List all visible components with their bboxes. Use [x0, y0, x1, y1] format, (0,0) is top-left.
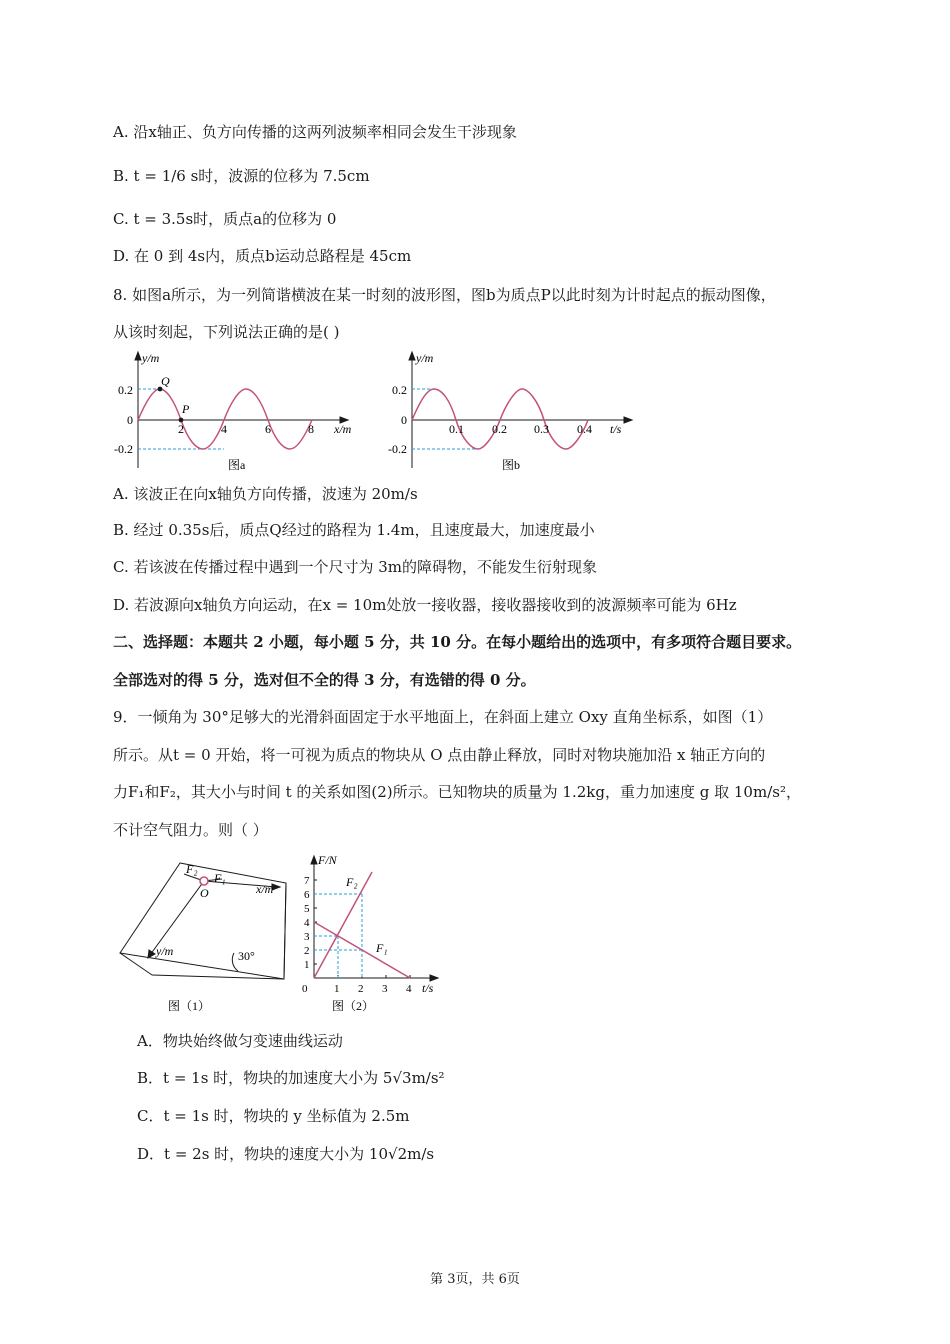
fig-a-caption: 图a: [228, 458, 246, 472]
fig2-f1-label: F₁: [376, 941, 388, 955]
fig-a-ytick-zero: 0: [127, 413, 133, 427]
q9-option-a: A．物块始终做匀变速曲线运动: [137, 1032, 343, 1050]
fig2-origin: 0: [302, 983, 308, 995]
fig-a-xlabel: x/m: [334, 422, 352, 436]
q7-option-c: C. t = 3.5s时，质点a的位移为 0: [113, 210, 337, 228]
q9-option-c: C．t = 1s 时，物块的 y 坐标值为 2.5m: [137, 1107, 410, 1125]
fig2-ylabel: F/N: [318, 853, 337, 867]
q7-option-b: B. t = 1/6 s时，波源的位移为 7.5cm: [113, 167, 370, 185]
fig1-y-axis-label: y/m: [156, 944, 174, 958]
fig2-f2-label: F₂: [346, 875, 358, 889]
fig2-ytick-6: 6: [304, 889, 310, 901]
q8-option-a: A. 该波正在向x轴负方向传播，波速为 20m/s: [113, 485, 418, 503]
q9-stem-line2: 所示。从t = 0 开始，将一可视为质点的物块从 O 点由静止释放，同时对物块施加沿 x 轴正方向的: [113, 746, 766, 764]
q9-option-d: D．t = 2s 时，物块的速度大小为 10√2m/s: [137, 1145, 435, 1163]
fig2-ytick-3: 3: [304, 931, 310, 943]
fig-b-xtick-02: 0.2: [492, 422, 507, 436]
fig-a-xtick-8: 8: [308, 422, 314, 436]
q8-option-d: D. 若波源向x轴负方向运动，在x = 10m处放一接收器，接收器接收到的波源频率可能为 6Hz: [113, 596, 737, 614]
fig-b-xtick-03: 0.3: [534, 422, 549, 436]
q7-option-a: A. 沿x轴正、负方向传播的这两列波频率相同会发生干涉现象: [113, 123, 517, 141]
fig-b-ytick-bot: -0.2: [388, 442, 407, 456]
fig1-f2-label: F₂: [186, 862, 198, 876]
fig-b-ylabel: y/m: [416, 351, 434, 365]
fig2-xtick-1: 1: [334, 983, 340, 995]
fig2-ytick-2: 2: [304, 945, 310, 957]
fig-a-xtick-2: 2: [178, 422, 184, 436]
fig1-f1-label: F₁: [214, 871, 226, 885]
q9-stem-line4: 不计空气阻力。则（ ）: [113, 821, 268, 839]
fig-b-xtick-04: 0.4: [577, 422, 592, 436]
fig-b-ytick-top: 0.2: [392, 383, 407, 397]
q9-stem-line1: 9．一倾角为 30°足够大的光滑斜面固定于水平地面上，在斜面上建立 Oxy 直角坐标系，如图（1）: [113, 708, 773, 726]
fig-a-ytick-top: 0.2: [118, 383, 133, 397]
section2-heading-line1: 二、选择题：本题共 2 小题，每小题 5 分，共 10 分。在每小题给出的选项中，有多项符合题目要求。: [113, 633, 802, 651]
fig2-caption: 图（2）: [332, 999, 375, 1013]
fig-b-ytick-zero: 0: [401, 413, 407, 427]
figure-b-vibration: [382, 348, 642, 476]
fig2-ytick-5: 5: [304, 903, 310, 915]
q7-option-d: D. 在 0 到 4s内，质点b运动总路程是 45cm: [113, 247, 412, 265]
fig1-x-axis-label: x/m: [256, 882, 274, 896]
fig1-angle-label: 30°: [238, 949, 255, 963]
fig2-xtick-4: 4: [406, 983, 412, 995]
fig-a-xtick-4: 4: [221, 422, 227, 436]
fig-a-ytick-bot: -0.2: [114, 442, 133, 456]
fig2-xtick-3: 3: [382, 983, 388, 995]
q8-stem-line2: 从该时刻起，下列说法正确的是( ): [113, 323, 340, 341]
fig2-ytick-4: 4: [304, 917, 310, 929]
fig-b-xlabel: t/s: [610, 422, 622, 436]
fig2-ytick-7: 7: [304, 875, 310, 887]
q8-stem-line1: 8. 如图a所示，为一列简谐横波在某一时刻的波形图，图b为质点P以此时刻为计时起点的振动图像，: [113, 286, 776, 304]
fig-a-point-q: Q: [161, 374, 170, 388]
q9-stem-line3: 力F₁和F₂，其大小与时间 t 的关系如图(2)所示。已知物块的质量为 1.2kg，重力加速度 g 取 10m/s²，: [113, 783, 801, 801]
fig-b-caption: 图b: [502, 458, 521, 472]
fig-a-xtick-6: 6: [265, 422, 271, 436]
figure-a-waveform: [108, 348, 368, 476]
q9-option-b: B．t = 1s 时，物块的加速度大小为 5√3m/s²: [137, 1069, 445, 1087]
fig1-origin-label: O: [200, 886, 209, 900]
q8-option-b: B. 经过 0.35s后，质点Q经过的路程为 1.4m，且速度最大，加速度最小: [113, 521, 595, 539]
fig2-xtick-2: 2: [358, 983, 364, 995]
fig-a-ylabel: y/m: [142, 351, 160, 365]
fig-b-xtick-01: 0.1: [449, 422, 464, 436]
figure-1-incline: [112, 855, 304, 1020]
fig1-caption: 图（1）: [168, 999, 211, 1013]
q8-option-c: C. 若该波在传播过程中遇到一个尺寸为 3m的障碍物，不能发生衍射现象: [113, 558, 598, 576]
section2-heading-line2: 全部选对的得 5 分，选对但不全的得 3 分，有选错的得 0 分。: [113, 671, 536, 689]
page-footer: 第 3页，共 6页: [430, 1272, 520, 1287]
fig2-xlabel: t/s: [422, 981, 434, 995]
fig-a-point-p: P: [182, 402, 190, 416]
figure-2-force-time: [296, 850, 442, 1020]
fig2-ytick-1: 1: [304, 959, 310, 971]
